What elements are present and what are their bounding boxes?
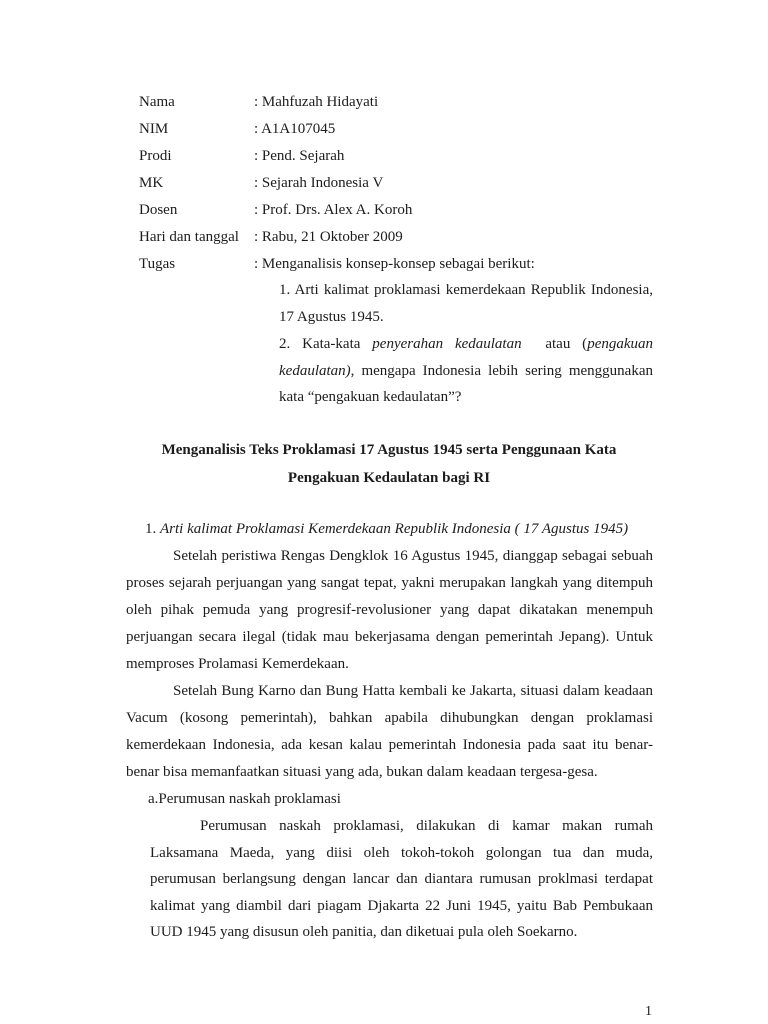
info-value: : Rabu, 21 Oktober 2009 (254, 229, 403, 245)
subsection-a-heading: a.Perumusan naskah proklamasi (148, 791, 341, 807)
paragraph: Setelah Bung Karno dan Bung Hatta kembali ke Jakarta, situasi dalam keadaan Vacum (kosong pemerintah), bahkan apabila dihubungkan dengan proklamasi kemerdekaan Indonesia, ada kesan kalau pemerintah Indonesia pada saat itu benar-benar bisa memanfaatkan situasi yang ada, bukan dalam keadaan tergesa-gesa. (126, 683, 653, 780)
info-row-mk (139, 170, 659, 197)
task-item-1: 1. Arti kalimat proklamasi kemerdekaan Republik Indonesia, 17 Agustus 1945. (279, 282, 653, 325)
info-value: : Pend. Sejarah (254, 148, 345, 164)
info-row-nim (139, 116, 659, 143)
info-label: MK (139, 175, 164, 191)
paragraph: Setelah peristiwa Rengas Dengklok 16 Agustus 1945, dianggap sebagai sebuah proses sejarah perjuangan yang sangat tepat, yakni merupakan langkah yang ditempuh oleh pihak pemuda yang progresif-revolusioner yang dapat dikatakan menempuh perjuangan secara ilegal (tidak mau bekerjasama dengan pemerintah Jepang). Untuk memproses Prolamasi Kemerdekaan. (126, 548, 653, 672)
info-row-hari-tanggal (139, 224, 659, 251)
info-label: Nama (139, 94, 175, 110)
task-item-2-term-2: pengakuan kedaulatan) (279, 336, 654, 379)
task-list (279, 277, 653, 412)
student-info (139, 89, 659, 278)
document-title: Menganalisis Teks Proklamasi 17 Agustus 1945 serta Penggunaan Kata Pengakuan Kedaulatan bagi RI (161, 442, 617, 486)
info-value: : A1A107045 (254, 121, 336, 137)
info-row-dosen (139, 197, 659, 224)
info-value: : Prof. Drs. Alex A. Koroh (254, 202, 413, 218)
task-item-2 (279, 331, 653, 411)
info-row-tugas (139, 251, 659, 278)
info-label: Prodi (139, 148, 172, 164)
info-row-nama (139, 89, 659, 116)
info-value: : Sejarah Indonesia V (254, 175, 384, 191)
info-row-prodi (139, 143, 659, 170)
info-label: Tugas (139, 256, 176, 272)
info-value: : Mahfuzah Hidayati (254, 94, 379, 110)
section-1-title: Arti kalimat Proklamasi Kemerdekaan Republik Indonesia ( 17 Agustus 1945) (160, 521, 629, 537)
section-1-number: 1. (145, 521, 160, 537)
info-value: : Menganalisis konsep-konsep sebagai berikut: (254, 256, 535, 272)
document-body (126, 516, 653, 946)
info-label: NIM (139, 121, 169, 137)
info-label: Hari dan tanggal (139, 229, 239, 245)
info-label: Dosen (139, 202, 178, 218)
task-item-2-term-1: penyerahan kedaulatan (372, 336, 522, 352)
task-item-2-prefix: 2. Kata-kata (279, 336, 373, 352)
section-1-heading (126, 516, 653, 543)
task-item-2-mid: atau ( (521, 336, 588, 352)
task-item-2-suffix: , mengapa Indonesia lebih sering menggunakan kata “pengakuan kedaulatan”? (279, 362, 653, 405)
paragraph: Perumusan naskah proklamasi, dilakukan di kamar makan rumah Laksamana Maeda, yang diisi oleh tokoh-tokoh golongan tua dan muda, perumusan berlangsung dengan lancar dan diantara rumusan proklmasi terdapat kalimat yang diambil dari piagam Djakarta 22 Juni 1945, yaitu Bab Pembukaan UUD 1945 yang disusun oleh panitia, dan diketuai pula oleh Soekarno. (150, 818, 653, 940)
page-number: 1 (645, 1004, 652, 1019)
